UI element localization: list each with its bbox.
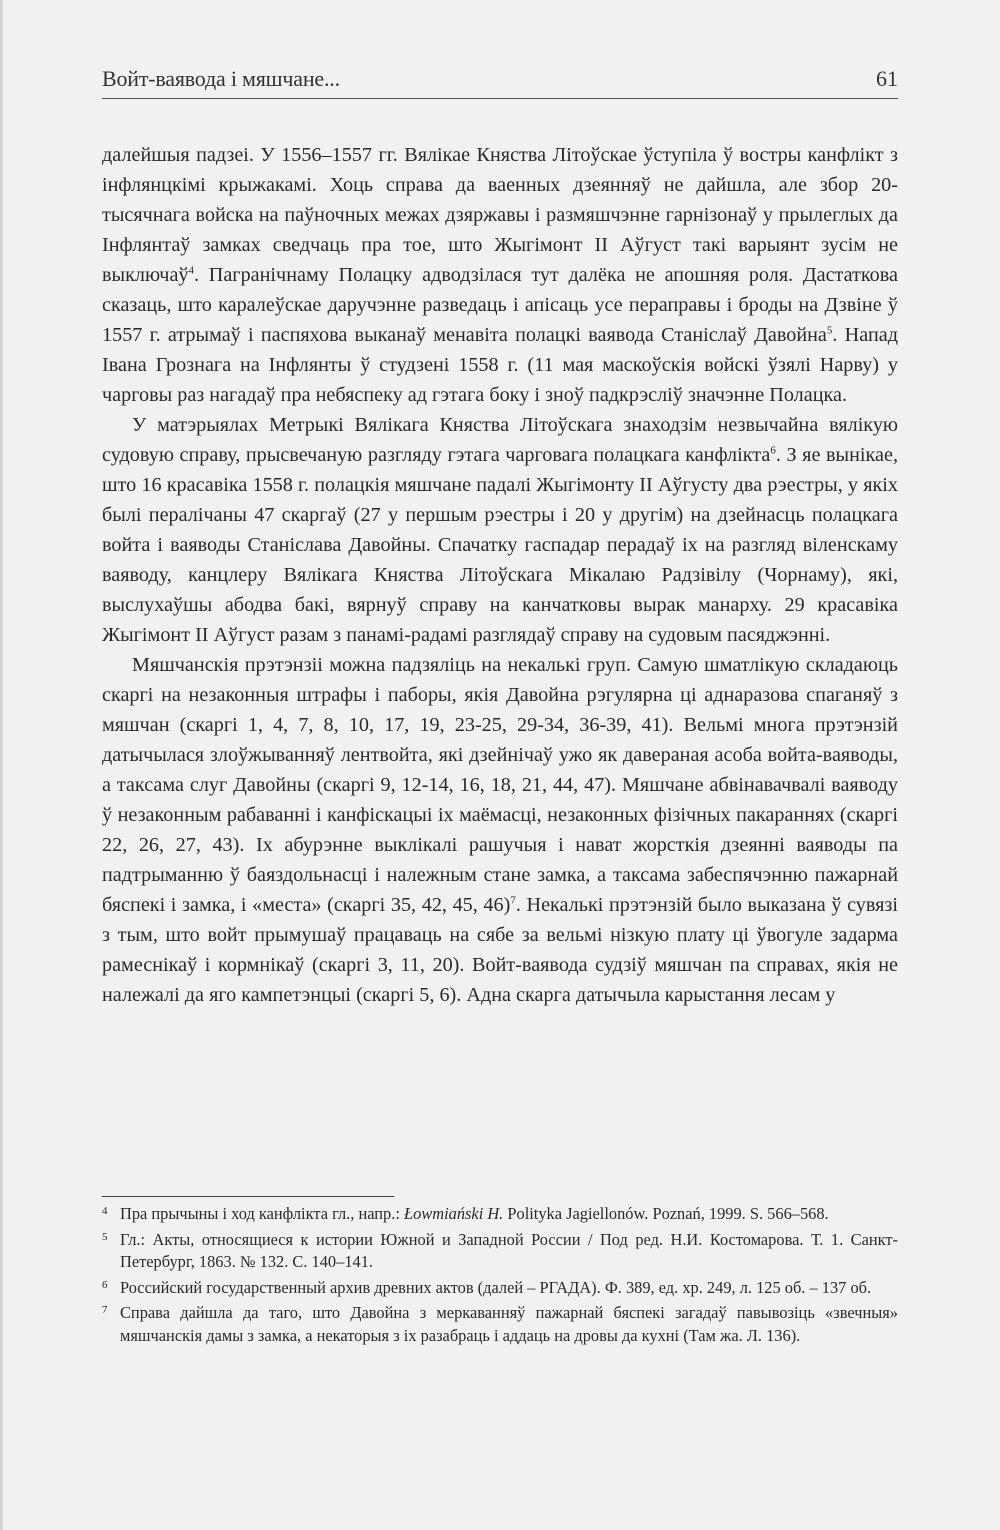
body-text: [102, 140, 898, 1010]
footnote-reference[interactable]: 7: [510, 894, 516, 907]
footnote-reference[interactable]: 4: [188, 264, 194, 277]
text-run: Гл.: Акты, относящиеся к истории Южной и Западной России / Под ред. Н.И. Костомарова. Т. 1. Санкт-Петербург, 1863. № 132. С. 140–141.: [120, 1229, 898, 1271]
footnote: [102, 1226, 898, 1274]
footnote: [102, 1274, 898, 1300]
text-run: Справа дайшла да таго, што Давойна з меркаванняў пажарнай бяспекі загадаў павывозіць «звечныя» мяшчанскія дамы з замка, а некаторыя з іх разабраць і аддаць на дровы да кухні (Там жа. Л. 136).: [120, 1303, 898, 1345]
paragraph: [102, 140, 898, 410]
page-number: 61: [876, 66, 898, 91]
italic-text: Łowmiański H.: [404, 1204, 504, 1223]
footnote-number: 6: [102, 1278, 108, 1291]
footnote-reference[interactable]: 5: [826, 324, 833, 337]
page-edge: [0, 0, 3, 1530]
text-run: . З яе вынікае, што 16 красавіка 1558 г. полацкія мяшчане падалі Жыгімонту II Аўгусту два рэестры, у якіх былі пералічаны 47 скаргаў (27 у першым рэестры і 20 у другім) на дзейнасць полацкага войта і ваяводы Станіслава Давойны. Спачатку гаспадар перадаў іх на разгляд віленскаму ваяводу, канцлеру Вялікага Княства Літоўскага Мікалаю Радзівілу (Чорнаму), які, выслухаўшы абодва бакі, вярнуў справу на канчатковы вырак манарху. 29 красавіка Жыгімонт II Аўгуст разам з панамі-радамі разглядаў справу на судовым пасяджэнні.: [102, 444, 899, 646]
footnote-separator: [102, 1196, 394, 1197]
text-run: . Пагранічнаму Полацку адводзілася тут далёка не апошняя роля. Дастаткова сказаць, што каралеўскае даручэнне разведаць і апісаць усе пераправы і броды на Дзвіне ў 1557 г. атрымаў і паспяхова выканаў менавіта полацкі ваявода Станіслаў Давойна: [102, 264, 898, 346]
footnote-number: 7: [102, 1304, 108, 1316]
footnotes: [102, 1200, 898, 1347]
text-run: Российский государственный архив древних актов (далей – РГАДА). Ф. 389, ед. хр. 249, л. 125 об. – 137 об.: [120, 1277, 872, 1297]
footnote-number: 5: [102, 1230, 108, 1243]
running-head-title: Войт-ваявода і мяшчане...: [102, 66, 340, 91]
text-run: Мяшчанскія прэтэнзіі можна падзяліць на некалькі груп. Самую шматлікую складаюць скаргі на незаконныя штрафы і паборы, якія Давойна рэгулярна ці аднаразова спаганяў з мяшчан (скаргі 1, 4, 7, 8, 10, 17, 19, 23-25, 29-34, 36-39, 41). Вельмі многа прэтэнзій датычылася злоўжыванняў лентвойта, які дзейнічаў ужо як давераная асоба войта-ваяводы, а таксама слуг Давойны (скаргі 9, 12-14, 16, 18, 21, 44, 47). Мяшчане абвінавачвалі ваяводу ў незаконным рабаванні і канфіскацыі іх маёмасці, незаконных фізічных пакараннях (скаргі 22, 26, 27, 43). Іх абурэнне выклікалі рашучыя і нават жорсткія дзеянні ваяводы па падтрыманню ў баяздольнасці і належным стане замка, а таксама забеспячэнню пажарнай бяспекі і замка, і «места» (скаргі 35, 42, 45, 46): [102, 654, 898, 916]
text-run: Polityka Jagiellonów. Poznań, 1999. S. 566–568.: [503, 1204, 829, 1223]
paragraph: [102, 410, 898, 650]
paragraph: [102, 650, 898, 1010]
text-run: Пра прычыны і ход канфлікта гл., напр.:: [120, 1204, 405, 1223]
footnote-reference[interactable]: 6: [770, 444, 776, 457]
running-head: [102, 62, 898, 99]
text-run: . Некалькі прэтэнзій было выказана ў сувязі з тым, што войт прымушаў працаваць на сябе за вельмі нізкую плату ці ўвогуле задарма рамеснікаў і кормнікаў (скаргі 3, 11, 20). Войт-ваявода судзіў мяшчан па справах, якія не належалі да яго кампетэнцыі (скаргі 5, 6). Адна скарга датычыла карыстання лесам у: [102, 894, 898, 1006]
text-run: . Напад Івана Грознага на Інфлянты ў студзені 1558 г. (11 мая маскоўскія войскі ўзялі Нарву) у чарговы раз нагадаў пра небяспеку ад гэтага боку і зноў падкрэсліў значэнне Полацка.: [102, 324, 898, 406]
footnote: [102, 1299, 898, 1347]
text-run: У матэрыялах Метрыкі Вялікага Княства Літоўскага знаходзім незвычайна вялікую судовую справу, прысвечаную разгляду гэтага чарговага полацкага канфлікта: [102, 414, 898, 466]
text-run: далейшыя падзеі. У 1556–1557 гг. Вялікае Княства Літоўскае ўступіла ў востры канфлікт з інфлянцкімі крыжакамі. Хоць справа да ваенных дзеянняў не дайшла, але збор 20-тысячнага войска на паўночных межах дзяржавы і размяшчэнне гарнізонаў у прылеглых да Інфлянтаў замках сведчаць пра тое, што Жыгімонт II Аўгуст такі варыянт зусім не выключаў: [102, 144, 898, 286]
footnote-number: 4: [102, 1205, 108, 1217]
footnote: [102, 1200, 898, 1226]
